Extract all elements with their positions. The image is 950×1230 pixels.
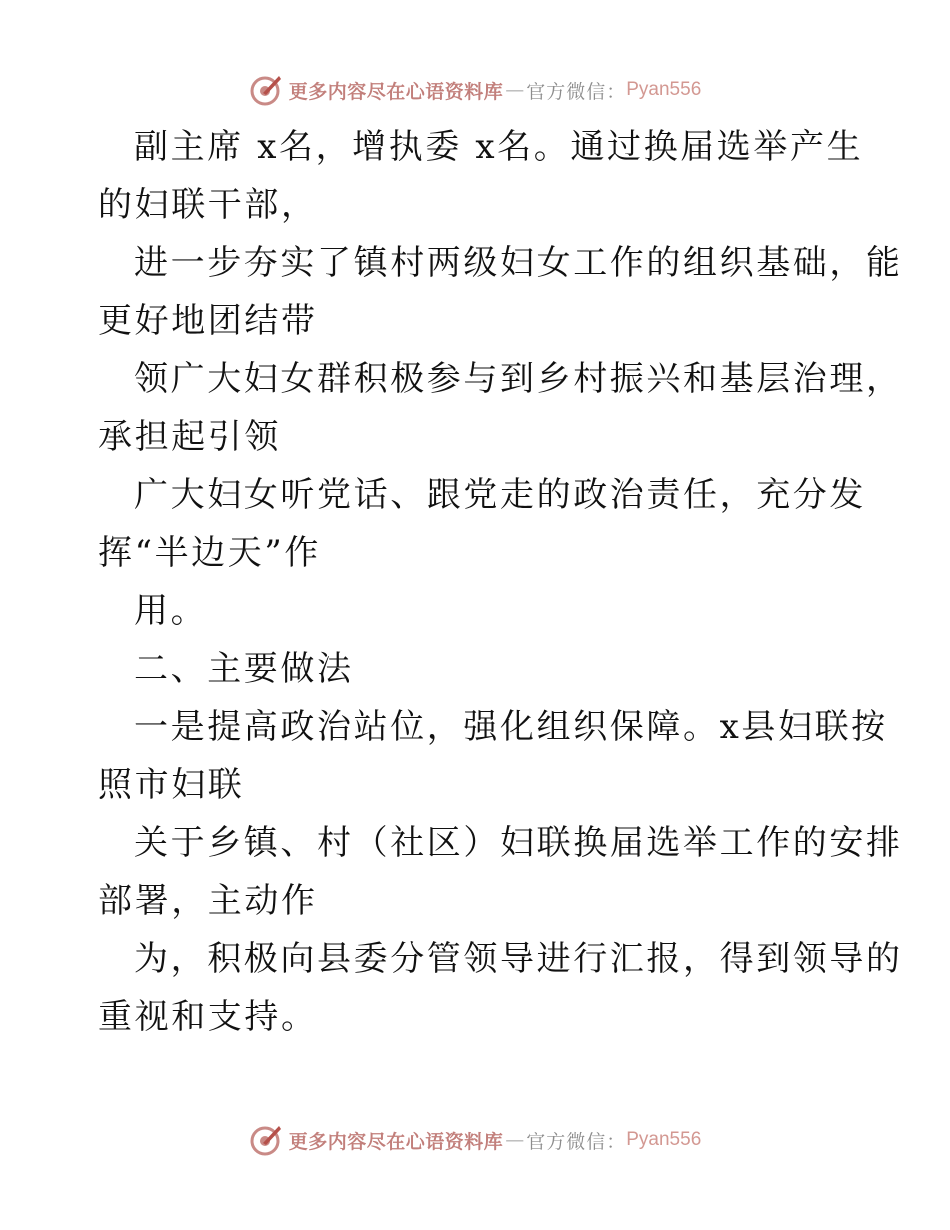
watermark-wechat-id: Pyan556 xyxy=(626,79,702,100)
quill-circle-logo-icon xyxy=(249,1123,283,1157)
paragraph-line: 的妇联干部， xyxy=(98,185,318,225)
paragraph xyxy=(98,582,858,640)
watermark-brand: 更多内容尽在心语资料库 xyxy=(288,1130,504,1153)
paragraph xyxy=(98,466,866,582)
paragraph-line: 关于乡镇、村（社区）妇联换届选举工作的安排 xyxy=(134,823,903,863)
watermark-dash: — xyxy=(505,1129,525,1151)
quill-circle-logo-icon xyxy=(249,73,283,107)
watermark-label: 官方微信： xyxy=(526,80,627,103)
paragraph-line: 挥“半边天”作 xyxy=(98,533,321,573)
watermark-dash: — xyxy=(505,79,525,101)
watermark-label: 官方微信： xyxy=(526,1130,627,1153)
paragraph-line: 广大妇女听党话、跟党走的政治责任，充分发 xyxy=(134,475,866,515)
paragraph-line: 领广大妇女群积极参与到乡村振兴和基层治理， xyxy=(134,359,903,399)
section-heading xyxy=(98,640,858,698)
paragraph-line: 承担起引领 xyxy=(98,417,281,457)
document-body xyxy=(98,118,903,1046)
paragraph-line: 重视和支持。 xyxy=(98,997,318,1037)
paragraph-line: 更好地团结带 xyxy=(98,301,318,341)
header-watermark xyxy=(0,70,950,110)
paragraph xyxy=(98,350,903,466)
paragraph-line: 副主席 x名，增执委 x名。通过换届选举产生 xyxy=(134,127,864,167)
paragraph-line: 用。 xyxy=(134,591,208,631)
footer-watermark xyxy=(0,1120,950,1160)
paragraph-line: 部署，主动作 xyxy=(98,881,318,921)
paragraph xyxy=(98,814,903,930)
watermark-brand: 更多内容尽在心语资料库 xyxy=(288,80,504,103)
section-heading-text: 二、主要做法 xyxy=(134,649,354,689)
paragraph-line: 为，积极向县委分管领导进行汇报，得到领导的 xyxy=(134,939,903,979)
paragraph-line: 一是提高政治站位，强化组织保障。x县妇联按 xyxy=(134,707,888,747)
paragraph xyxy=(98,698,888,814)
paragraph xyxy=(98,234,903,350)
paragraph xyxy=(98,930,903,1046)
paragraph-line: 照市妇联 xyxy=(98,765,245,805)
paragraph-line: 进一步夯实了镇村两级妇女工作的组织基础，能 xyxy=(134,243,903,283)
paragraph xyxy=(98,118,864,234)
watermark-wechat-id: Pyan556 xyxy=(626,1129,702,1150)
